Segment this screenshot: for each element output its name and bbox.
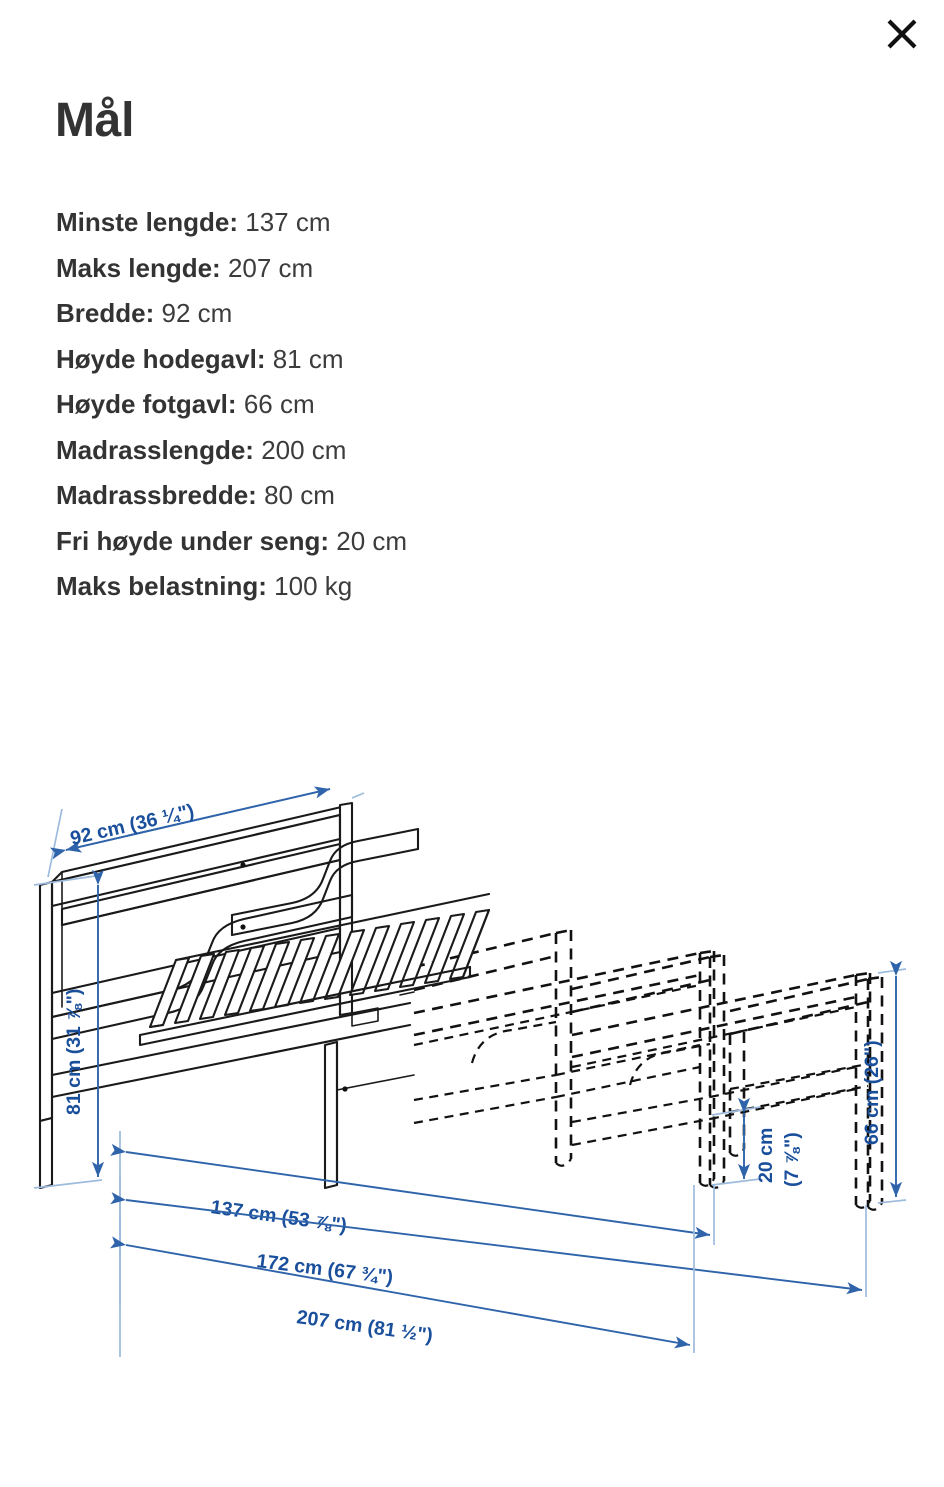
spec-value: 81 cm <box>272 343 344 374</box>
bed-technical-drawing <box>0 745 944 1465</box>
spec-value: 207 cm <box>227 252 314 283</box>
spec-value: 92 cm <box>161 298 233 328</box>
spec-row <box>56 246 756 292</box>
bed-main-body <box>40 803 489 1188</box>
dimension-label-length-mid: 172 cm (67 ¾") <box>255 1250 395 1289</box>
dimension-length-mid <box>120 1175 866 1305</box>
extension-frames <box>414 930 882 1210</box>
spec-value: 20 cm <box>336 525 408 556</box>
spec-label: Høyde fotgavl: <box>56 389 237 419</box>
slats <box>150 910 489 1027</box>
spec-value: 137 cm <box>245 207 331 237</box>
dimension-label-length-min: 137 cm (53 ⅞") <box>209 1196 349 1238</box>
spec-row <box>56 428 756 474</box>
spec-label: Fri høyde under seng: <box>56 525 330 556</box>
spec-label: Madrassbredde: <box>56 480 257 510</box>
dimension-label-width: 92 cm (36 ¼") <box>68 800 197 850</box>
spec-value: 200 cm <box>261 434 347 465</box>
spec-row <box>56 473 756 519</box>
spec-row <box>56 564 756 610</box>
dimension-label-length-max: 207 cm (81 ½") <box>295 1306 435 1348</box>
spec-row <box>56 382 756 428</box>
dimensions-diagram <box>0 745 944 1465</box>
dimension-length-max <box>120 1185 694 1357</box>
spec-row <box>56 337 756 383</box>
spec-label: Maks lengde: <box>56 252 221 283</box>
dimension-clearance <box>712 1107 803 1187</box>
close-icon <box>885 17 919 51</box>
dimension-label-clearance-in: (7 ⅞") <box>781 1132 803 1187</box>
page-title: Mål <box>55 94 135 147</box>
spec-row <box>56 291 756 337</box>
spec-label: Høyde hodegavl: <box>56 343 266 374</box>
spec-row <box>56 519 756 565</box>
dimension-label-height-head: 81 cm (31 ⅞") <box>63 988 85 1115</box>
spec-label: Minste lengde: <box>56 207 239 237</box>
spec-value: 100 kg <box>274 571 353 601</box>
specification-list <box>56 200 756 610</box>
lower-stretcher <box>52 1003 414 1097</box>
dimension-label-height-foot: 66 cm (26") <box>861 1040 883 1145</box>
extension-frame-c <box>730 977 882 1210</box>
dimension-label-clearance-cm: 20 cm <box>755 1127 777 1183</box>
bed-leg-near <box>325 1042 337 1188</box>
spec-value: 80 cm <box>264 480 335 510</box>
spec-label: Bredde: <box>56 298 155 328</box>
spec-label: Madrasslengde: <box>56 434 254 465</box>
spec-value: 66 cm <box>243 389 315 419</box>
spec-label: Maks belastning: <box>56 571 267 601</box>
spec-row <box>56 200 756 246</box>
close-button[interactable] <box>878 10 926 58</box>
